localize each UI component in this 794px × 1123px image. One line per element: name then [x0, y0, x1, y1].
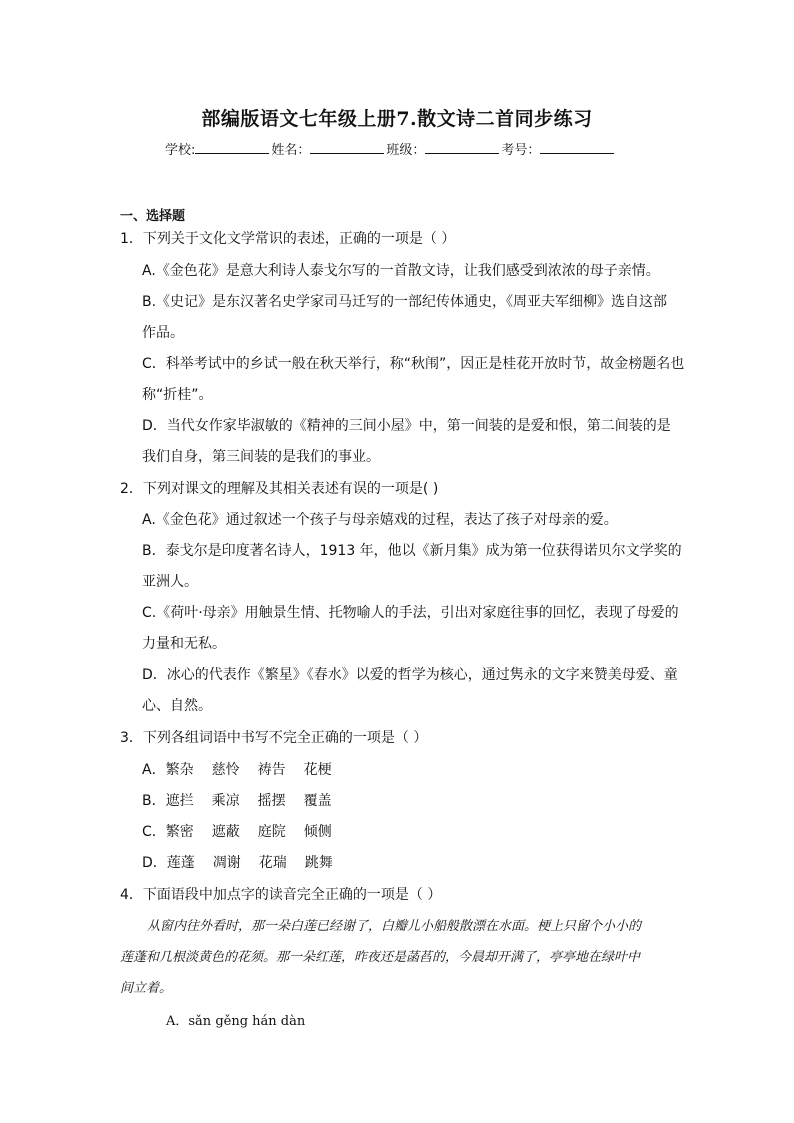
option-word: 繁杂: [165, 762, 194, 778]
name-blank: [310, 141, 384, 154]
option-word: 花梗: [303, 762, 332, 778]
q1-option-a: A.《金色花》是意大利诗人泰戈尔写的一首散文诗，让我们感受到浓浓的母子亲情。: [142, 263, 660, 279]
school-label: 学校:: [165, 143, 196, 158]
option-word: 庭院: [257, 824, 286, 840]
q3-option-a: [142, 759, 350, 779]
option-word: 乘凉: [211, 793, 240, 809]
q4-stem: 4．下面语段中加点字的读音完全正确的一项是（ ）: [120, 887, 442, 903]
q4-option-a: A．sǎn gěng hán dàn: [166, 1014, 306, 1029]
name-label: 姓名：: [271, 143, 311, 158]
q2-option-d-cont: 心、自然。: [142, 698, 212, 714]
q1-option-d-cont: 我们自身，第三间装的是我们的事业。: [142, 449, 380, 465]
option-word: 凋谢: [212, 855, 241, 871]
school-blank: [195, 141, 269, 154]
q2-option-c-cont: 力量和无私。: [142, 636, 226, 652]
page-title: 部编版语文七年级上册7.散文诗二首同步练习: [201, 108, 593, 130]
option-word: 遮蔽: [211, 824, 240, 840]
q1-option-d: D．当代女作家毕淑敏的《精神的三间小屋》中，第一间装的是爱和恨，第二间装的是: [142, 418, 671, 434]
option-word: 倾侧: [303, 824, 332, 840]
q4-passage-line-1: 从窗内往外看时，那一朵白莲已经谢了，白瓣儿小船般散漂在水面。梗上只留个小小的: [147, 919, 642, 934]
option-word: 慈怜: [211, 762, 240, 778]
q2-option-c: C.《荷叶·母亲》用触景生情、托物喻人的手法，引出对家庭往事的回忆，表现了母爱的: [142, 605, 679, 621]
class-blank: [425, 141, 499, 154]
q2-option-a: A.《金色花》通过叙述一个孩子与母亲嬉戏的过程，表达了孩子对母亲的爱。: [142, 512, 618, 528]
option-letter: C．: [142, 824, 166, 840]
q4-passage-line-3: 间立着。: [120, 981, 173, 996]
q3-option-d: [142, 852, 351, 872]
number-blank: [540, 141, 614, 154]
option-word: 莲蓬: [166, 855, 195, 871]
option-word: 祷告: [257, 762, 286, 778]
q1-option-b: B.《史记》是东汉著名史学家司马迁写的一部纪传体通史，《周亚夫军细柳》选自这部: [142, 294, 668, 310]
option-word: 花瑞: [258, 855, 287, 871]
student-info-line: [165, 139, 616, 158]
option-letter: D．: [142, 855, 167, 871]
q1-option-c: C．科举考试中的乡试一般在秋天举行，称“秋闱”，因正是桂花开放时节，故金榜题名也: [142, 356, 685, 372]
q3-option-b: [142, 790, 350, 810]
class-label: 班级：: [386, 143, 426, 158]
q3-stem: 3．下列各组词语中书写不完全正确的一项是（ ）: [120, 730, 428, 746]
option-word: 摇摆: [257, 793, 286, 809]
q2-option-d: D．冰心的代表作《繁星》《春水》以爱的哲学为核心，通过隽永的文字来赞美母爱、童: [142, 667, 678, 683]
number-label: 考号：: [501, 143, 541, 158]
q1-option-c-cont: 称“折桂”。: [142, 387, 213, 403]
q4-passage-line-2: 莲蓬和几根淡黄色的花须。那一朵红莲，昨夜还是菡萏的，今晨却开满了，亭亭地在绿叶中: [120, 950, 641, 965]
q3-option-c: [142, 821, 350, 841]
option-letter: A．: [142, 762, 166, 778]
section-heading: 一、选择题: [120, 209, 186, 224]
q2-stem: 2．下列对课文的理解及其相关表述有误的一项是( ): [120, 481, 439, 497]
option-word: 繁密: [165, 824, 194, 840]
q1-option-b-cont: 作品。: [142, 325, 184, 341]
option-word: 跳舞: [304, 855, 333, 871]
option-word: 遮拦: [165, 793, 194, 809]
option-word: 覆盖: [303, 793, 332, 809]
q2-option-b: B．泰戈尔是印度著名诗人，1913 年，他以《新月集》成为第一位获得诺贝尔文学奖的: [142, 543, 682, 559]
q2-option-b-cont: 亚洲人。: [142, 574, 198, 590]
option-letter: B．: [142, 793, 166, 809]
q1-stem: 1．下列关于文化文学常识的表述，正确的一项是（ ）: [120, 231, 456, 247]
